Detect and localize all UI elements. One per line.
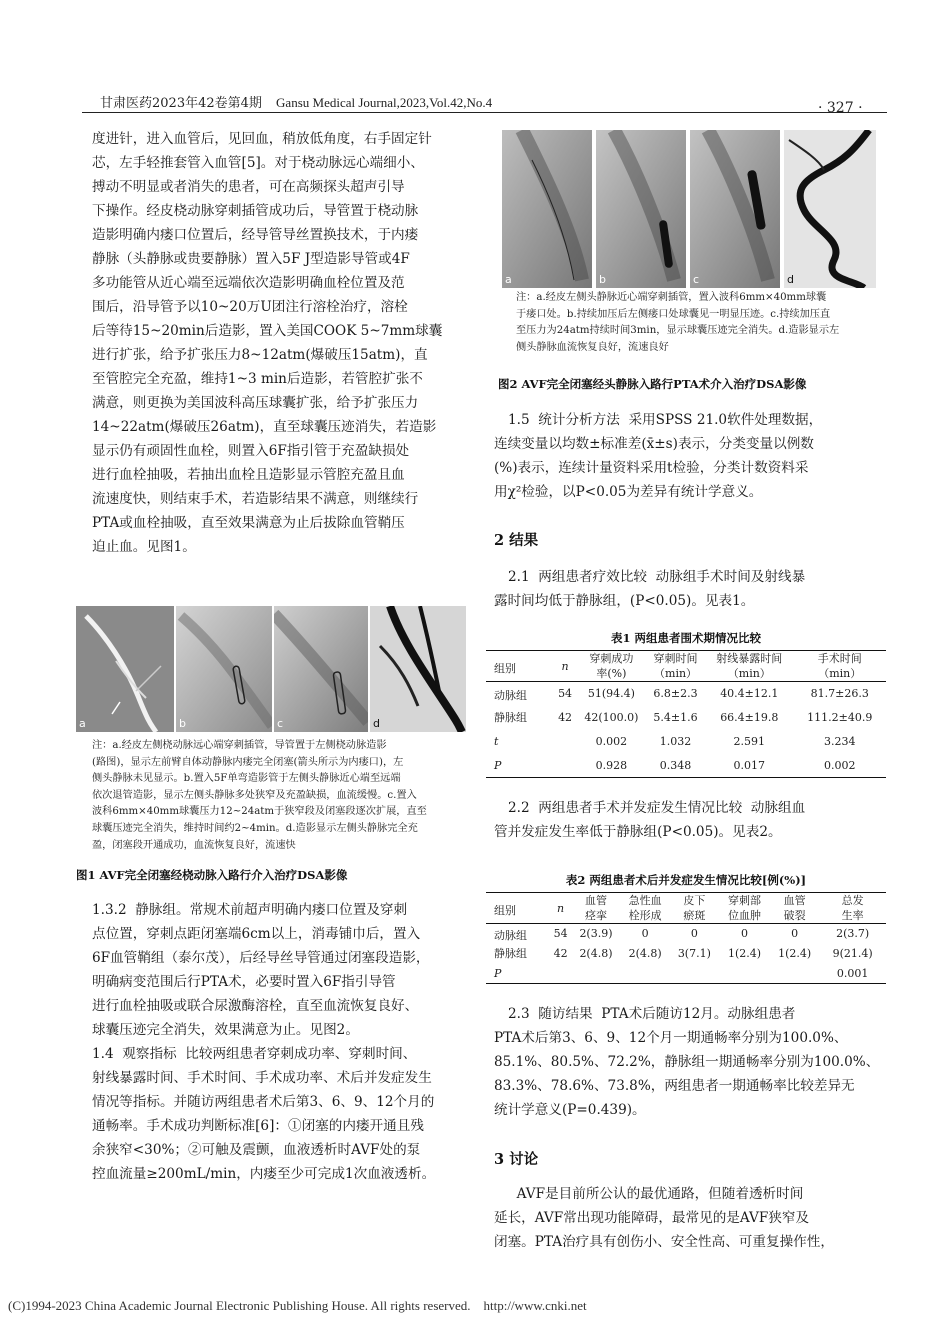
caption-line: 注：a.经皮左侧头静脉近心端穿刺插管，置入波科6mm×40mm球囊 — [516, 292, 827, 303]
angiogram-image — [690, 130, 780, 288]
table-header-cell: 率(%) — [596, 667, 627, 680]
section-3-title: 3 讨论 — [494, 1151, 539, 1168]
table-header-cell: n — [561, 659, 569, 673]
text-line: 85.1%、80.5%、72.2%，静脉组一期通畅率分别为100.0%、 — [494, 1054, 880, 1070]
table-cell: 40.4±12.1 — [720, 687, 779, 701]
panel-label: d — [787, 273, 794, 286]
table-cell: 42(100.0) — [584, 711, 639, 724]
text-line: 球囊压迹完全消失，效果满意为止。见图2。 — [92, 1022, 359, 1038]
text-line: 进行扩张，给予扩张压力8~12atm(爆破压15atm)，直 — [92, 347, 428, 363]
table-header-cell: 破裂 — [783, 909, 806, 922]
table-cell — [553, 730, 576, 754]
text-line: 管并发症发生率低于静脉组(P<0.05)。见表2。 — [494, 824, 782, 840]
text-line: 芯，左手轻推套管入血管[5]。对于桡动脉远心端细小、 — [92, 155, 424, 171]
text-line: 至管腔完全充盈，维持1~3 min后造影，若管腔扩张不 — [92, 371, 423, 387]
figure-2-title: 图2 AVF完全闭塞经头静脉入路行PTA术介入治疗DSA影像 — [498, 377, 807, 391]
result-2-3 — [494, 1002, 886, 1122]
table-cell — [571, 964, 620, 984]
text-line: 83.3%、78.6%、73.8%，两组患者一期通畅率比较差异无 — [494, 1078, 855, 1094]
table-cell — [770, 964, 819, 984]
table-cell — [621, 964, 670, 984]
table-row — [486, 730, 886, 754]
table-cell: 54 — [558, 687, 573, 701]
table-cell: 2(3.7) — [836, 927, 870, 941]
angiogram-image — [176, 606, 272, 732]
figure-1-panel-b — [176, 606, 272, 732]
table-header-cell: （min） — [654, 667, 698, 680]
figure-2-panel-a — [502, 130, 592, 288]
text-line: 通畅率。手术成功判断标准[6]：①闭塞的内瘘开通且残 — [92, 1118, 424, 1134]
discussion-paragraph — [494, 1182, 886, 1254]
table-cell: 51(94.4) — [587, 687, 635, 701]
table-cell: 0 — [741, 927, 748, 941]
caption-line: 依次退管造影，显示左侧头静脉多处狭窄及充盈缺损，血流缓慢。c.置入 — [92, 789, 417, 801]
table-header-cell: 血管 — [584, 894, 607, 907]
table-header-cell: 痉挛 — [584, 909, 607, 922]
table-cell: P — [494, 966, 502, 980]
table-cell: 0.002 — [595, 735, 628, 748]
page-number: · 327 · — [818, 100, 863, 116]
text-line: 静脉（头静脉或贵要静脉）置入5F J型造影导管或4F — [92, 251, 410, 267]
table-row — [486, 706, 886, 730]
table-header-cell: 总发 — [841, 894, 864, 907]
table-header-cell: 瘀斑 — [683, 909, 706, 922]
table-2-title: 表2 两组患者术后并发症发生情况比较[例(%)] — [565, 873, 807, 887]
journal-title-en: Gansu Medical Journal,2023,Vol.42,No.4 — [276, 95, 493, 110]
panel-label: b — [599, 273, 606, 286]
angiogram-image — [370, 606, 466, 732]
table-cell: 111.2±40.9 — [807, 711, 873, 724]
table-cell: 6.8±2.3 — [653, 687, 698, 701]
text-line: 迫止血。见图1。 — [92, 539, 196, 555]
caption-line: 球囊压迹完全消失，维持时间约2~4min。d.造影显示左侧头静脉完全充 — [92, 822, 418, 834]
table-header-cell: 组别 — [494, 903, 516, 917]
caption-line: 至压力为24atm持续时间3min，显示球囊压迹完全消失。d.造影显示左 — [516, 325, 840, 337]
table-cell: 0 — [791, 927, 799, 941]
caption-line: 侧头静脉未见显示。b.置入5F单弯造影管于左侧头静脉近心端至远端 — [92, 773, 401, 785]
panel-label: a — [505, 273, 512, 286]
table-header-cell: 血管 — [783, 894, 806, 907]
section-2-title: 2 结果 — [494, 532, 539, 549]
text-line: 明确病变范围后行PTA术，必要时置入6F指引导管 — [92, 974, 396, 990]
table-cell: 0.928 — [595, 758, 628, 772]
copyright-footer: (C)1994-2023 China Academic Journal Electronic Publishing House. All rights reserved. http://www.cnki.net — [8, 1298, 587, 1313]
table-cell: 2.591 — [733, 735, 766, 748]
text-line: 度进针，进入血管后，见回血，稍放低角度，右手固定针 — [92, 131, 432, 147]
table-cell: 42 — [553, 947, 568, 960]
table-header-cell: 手术时间 — [817, 652, 862, 665]
table-cell: 9(21.4) — [832, 947, 873, 960]
result-2-1 — [494, 565, 886, 613]
header-rule — [82, 112, 887, 113]
figure-2-panel-c — [690, 130, 780, 288]
angiogram-image — [596, 130, 686, 288]
text-line: 搏动不明显或者消失的患者，可在高频探头超声引导 — [92, 179, 405, 195]
text-line: 射线暴露时间、手术时间、手术成功率、术后并发症发生 — [92, 1070, 432, 1086]
text-line: (%)表示，连续计量资料采用t检验，分类计数资料采 — [494, 460, 809, 476]
table-2 — [486, 892, 886, 984]
text-line: 围后，沿导管予以10~20万U团注行溶栓治疗，溶栓 — [92, 299, 408, 315]
table-cell — [550, 964, 572, 984]
table-cell: 静脉组 — [494, 947, 527, 960]
panel-label: d — [373, 717, 380, 730]
table-cell: 5.4±1.6 — [653, 711, 698, 724]
text-line: 余狭窄<30%；②可触及震颤，血液透析时AVF处的泵 — [92, 1142, 421, 1158]
table-cell: 0.001 — [836, 966, 869, 980]
table-cell: 0.017 — [733, 758, 766, 772]
table-header-cell: 组别 — [494, 661, 516, 675]
figure-2-caption — [516, 290, 886, 356]
table-header-cell: 急性血 — [628, 894, 662, 907]
caption-line: 盈，闭塞段开通成功，血流恢复良好，流速快 — [92, 839, 296, 851]
table-header-cell: 穿刺部 — [728, 894, 761, 907]
table-row — [486, 924, 886, 944]
text-line: 控血流量≥200mL/min，内瘘至少可完成1次血液透析。 — [92, 1166, 436, 1182]
table-header-cell: 穿刺时间 — [653, 652, 698, 665]
panel-label: c — [277, 717, 284, 730]
table-header-cell: （min） — [727, 667, 771, 680]
text-line: 情况等指标。并随访两组患者术后第3、6、9、12个月的 — [92, 1094, 435, 1110]
figure-1-title: 图1 AVF完全闭塞经桡动脉入路行介入治疗DSA影像 — [76, 868, 348, 882]
text-line: 2.2 两组患者手术并发症发生情况比较 动脉组血 — [508, 800, 806, 816]
text-line: AVF是目前所公认的最优通路，但随着透析时间 — [508, 1186, 804, 1202]
text-line: 进行血栓抽吸或联合尿激酶溶栓，直至血流恢复良好、 — [92, 998, 419, 1014]
text-line: 1.3.2 静脉组。常规术前超声明确内瘘口位置及穿刺 — [92, 902, 408, 918]
figure-1-panel-c — [274, 606, 368, 732]
figure-1-caption — [92, 738, 474, 854]
figure-1-panel-d — [370, 606, 466, 732]
table-cell: 1.032 — [659, 735, 692, 748]
table-header-cell: 栓形成 — [628, 909, 662, 922]
table-cell: 3(7.1) — [677, 947, 711, 960]
table-row — [486, 964, 886, 984]
text-line: 流速度快，则结束手术，若造影结果不满意，则继续行 — [92, 491, 419, 507]
table-cell: 66.4±19.8 — [720, 711, 779, 724]
table-cell: 2(4.8) — [579, 947, 613, 960]
stats-paragraph — [494, 408, 886, 504]
table-header-cell: 位血肿 — [728, 909, 761, 922]
text-line: 闭塞。PTA治疗具有创伤小、安全性高、可重复操作性， — [494, 1234, 834, 1250]
text-line: 14~22atm(爆破压26atm)，直至球囊压迹消失，若造影 — [92, 419, 437, 435]
caption-line: 侧头静脉血流恢复良好，流速良好 — [516, 341, 669, 353]
table-header-cell: 射线暴露时间 — [716, 652, 783, 665]
table-header-cell: 生率 — [841, 909, 864, 922]
table-cell: 1(2.4) — [727, 947, 762, 960]
text-line: 延长，AVF常出现功能障碍，最常见的是AVF狭窄及 — [494, 1210, 810, 1226]
table-1-title: 表1 两组患者围术期情况比较 — [610, 631, 761, 645]
table-cell — [719, 964, 770, 984]
table-header-row — [486, 893, 886, 924]
table-cell: 动脉组 — [494, 928, 527, 942]
angiogram-image — [784, 130, 876, 288]
text-line: 多功能管从近心端至远端依次造影明确血栓位置及范 — [92, 275, 405, 291]
text-line: 1.5 统计分析方法 采用SPSS 21.0软件处理数据， — [508, 412, 823, 428]
panel-label: c — [693, 273, 700, 286]
result-2-2 — [494, 796, 886, 844]
table-cell: 81.7±26.3 — [810, 687, 869, 701]
table-cell: 3.234 — [823, 735, 856, 748]
table-cell — [553, 754, 576, 778]
table-cell: 0.002 — [823, 758, 856, 772]
figure-1 — [76, 606, 466, 732]
table-cell: 0 — [690, 927, 698, 941]
table-cell: P — [494, 758, 502, 772]
left-bottom-text — [76, 898, 474, 1186]
left-top-text — [92, 127, 474, 559]
table-row — [486, 944, 886, 964]
text-line: 1.4 观察指标 比较两组患者穿刺成功率、穿刺时间、 — [92, 1046, 417, 1062]
figure-1-panel-a — [76, 606, 174, 732]
table-row — [486, 754, 886, 778]
caption-line: 波科6mm×40mm球囊压力12~24atm于狭窄段及闭塞段逐次扩展，直至 — [92, 806, 427, 818]
table-header-cell: n — [557, 901, 565, 915]
table-cell: 54 — [553, 927, 568, 941]
table-header-cell: 皮下 — [683, 894, 706, 907]
table-cell: 0 — [641, 927, 649, 941]
figure-2 — [502, 130, 876, 288]
running-header — [100, 92, 492, 111]
text-line: 2.1 两组患者疗效比较 动脉组手术时间及射线暴 — [508, 569, 806, 585]
table-cell: 42 — [558, 711, 573, 724]
journal-title-cn: 甘肃医药2023年42卷第4期 — [100, 96, 262, 111]
table-cell — [670, 964, 719, 984]
caption-line: 于瘘口处。b.持续加压后左侧瘘口处球囊见一明显压迹。c.持续加压直 — [516, 308, 831, 320]
angiogram-image — [274, 606, 368, 732]
text-line: 下操作。经皮桡动脉穿刺插管成功后，导管置于桡动脉 — [92, 203, 419, 219]
table-cell: 2(4.8) — [628, 947, 662, 960]
text-line: 后等待15~20min后造影，置入美国COOK 5~7mm球囊 — [92, 323, 443, 339]
text-line: 用χ²检验，以P<0.05为差异有统计学意义。 — [494, 484, 763, 500]
table-cell: t — [494, 735, 499, 748]
angiogram-image — [502, 130, 592, 288]
table-header-row — [486, 651, 886, 682]
text-line: 6F血管鞘组（泰尔茂），后经导丝导管通过闭塞段造影， — [92, 950, 430, 966]
angiogram-image — [76, 606, 174, 732]
table-cell: 1(2.4) — [778, 947, 812, 960]
text-line: 进行血栓抽吸，若抽出血栓且造影显示管腔充盈且血 — [92, 467, 405, 483]
table-cell: 静脉组 — [494, 711, 527, 724]
panel-label: b — [179, 717, 186, 730]
table-row — [486, 682, 886, 706]
text-line: 满意，则更换为美国波科高压球囊扩张，给予扩张压力 — [92, 395, 419, 411]
text-line: 显示仍有顽固性血栓，则置入6F指引管于充盈缺损处 — [92, 443, 410, 459]
text-line: 统计学意义(P=0.439)。 — [494, 1102, 646, 1118]
panel-label: a — [79, 717, 86, 730]
table-cell: 动脉组 — [494, 689, 527, 703]
text-line: 2.3 随访结果 PTA术后随访12月。动脉组患者 — [508, 1006, 796, 1022]
text-line: 点位置，穿刺点距闭塞端6cm以上，消毒铺巾后，置入 — [92, 926, 421, 942]
text-line: PTA术后第3、6、9、12个月一期通畅率分别为100.0%、 — [494, 1030, 848, 1046]
table-cell: 0.348 — [659, 758, 692, 772]
table-header-cell: 穿刺成功 — [589, 652, 634, 665]
figure-2-panel-d — [784, 130, 876, 288]
text-line: PTA或血栓抽吸，直至效果满意为止后拔除血管鞘压 — [92, 515, 405, 531]
table-header-cell: （min） — [818, 667, 862, 680]
text-line: 连续变量以均数±标准差(x̄±s)表示，分类变量以例数 — [494, 436, 814, 452]
text-line: 露时间均低于静脉组，(P<0.05)。见表1。 — [494, 593, 755, 609]
caption-line: (路图)，显示左前臂自体动静脉内瘘完全闭塞(箭头所示为内瘘口)，左 — [92, 756, 404, 768]
text-line: 造影明确内瘘口位置后，经导管导丝置换技术，于内瘘 — [92, 227, 419, 243]
table-cell: 2(3.9) — [579, 927, 613, 941]
table-1 — [486, 650, 886, 778]
caption-line: 注：a.经皮左侧桡动脉远心端穿刺插管，导管置于左侧桡动脉造影 — [92, 740, 387, 751]
figure-2-panel-b — [596, 130, 686, 288]
